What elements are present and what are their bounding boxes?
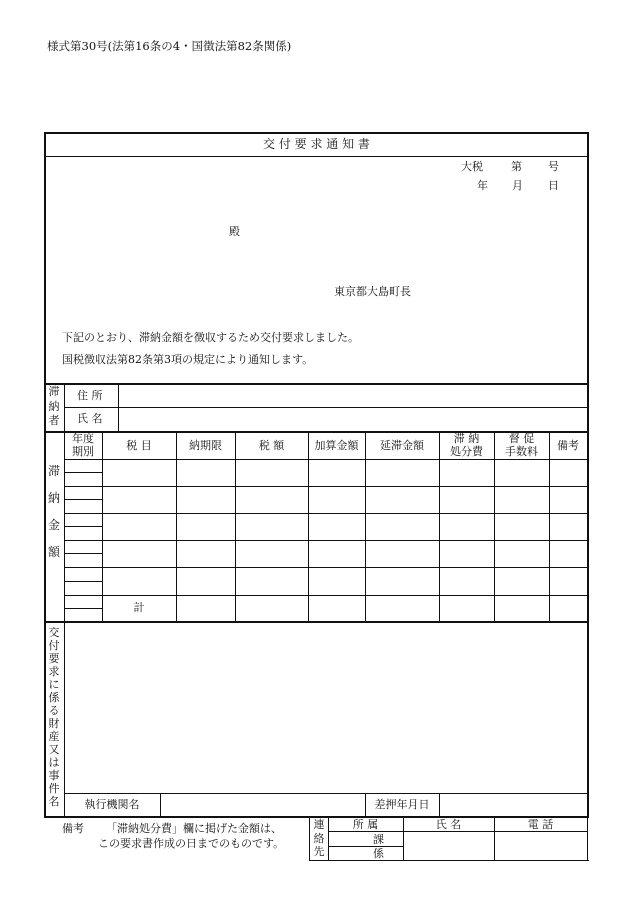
contact-left [309, 816, 310, 861]
addressee-honorific: 殿 [229, 225, 240, 238]
date-month: 月 [512, 179, 523, 192]
amounts-section-label: 滞納金額 [47, 464, 60, 559]
authority-row-top [64, 793, 588, 794]
header-disposal-fee-1: 滞 納 [453, 432, 480, 445]
header-delinquency: 延滞金額 [380, 439, 424, 452]
header-disposal-fee-2: 処分費 [450, 445, 483, 458]
year-sub-3 [64, 526, 102, 527]
contact-ka: 課 [373, 833, 384, 846]
frame-top [44, 132, 589, 134]
header-tax-item: 税 目 [126, 439, 152, 452]
footer-remarks-line-2: この要求書作成の日までのものです。 [98, 837, 285, 850]
date-day: 日 [548, 179, 559, 192]
contact-bottom [309, 860, 589, 861]
row-line-2 [64, 513, 588, 514]
name-label: 氏 名 [77, 412, 103, 425]
row-line-3 [64, 540, 588, 541]
header-year: 年度 [72, 432, 94, 445]
col-div-tax [308, 431, 309, 622]
taxpayer-mid [64, 407, 588, 408]
issuer-name: 東京都大島町長 [334, 285, 411, 298]
doc-number-dai: 第 [511, 160, 522, 173]
authority-div-1 [160, 793, 161, 817]
year-sub-4 [64, 553, 102, 554]
property-section-label: 交付要求に係る財産又は事件名 [48, 626, 60, 808]
header-tax-amount: 税 額 [258, 439, 285, 452]
contact-right [587, 816, 588, 861]
year-sub-5 [64, 581, 102, 582]
taxpayer-section-label: 滞納者 [48, 385, 60, 427]
contact-label: 連絡先 [313, 818, 325, 858]
contact-affiliation: 所 属 [352, 818, 379, 831]
form-title: 交 付 要 求 通 知 書 [263, 137, 370, 151]
authority-label: 執行機関名 [84, 798, 140, 811]
form-number: 様式第30号(法第16条の4・国徴法第82条関係) [47, 39, 292, 53]
row-line-4 [64, 567, 588, 568]
seizure-date-label: 差押年月日 [374, 798, 430, 811]
doc-number-prefix: 大税 [461, 160, 483, 173]
year-sub-2 [64, 499, 102, 500]
header-due-date: 納期限 [189, 439, 222, 452]
row-line-1 [64, 486, 588, 487]
contact-name: 氏 名 [435, 818, 462, 831]
contact-kakari: 係 [373, 847, 384, 860]
col-div-add [365, 431, 366, 622]
header-remarks: 備考 [557, 439, 579, 452]
body-line-1: 下記のとおり、滞納金額を徴収するため交付要求しました。 [62, 331, 359, 344]
property-top [44, 621, 589, 623]
col-div-item [176, 431, 177, 622]
date-year: 年 [477, 179, 488, 192]
header-period: 期別 [72, 445, 94, 458]
taxpayer-top [44, 383, 589, 385]
col-div-due [235, 431, 236, 622]
year-sub-6 [64, 608, 102, 609]
contact-phone: 電 話 [527, 818, 554, 831]
footer-remarks-label: 備考 [62, 822, 84, 835]
footer-remarks-line-1: 「滞納処分費」欄に掲げた金額は、 [106, 822, 282, 835]
body-line-2: 国税徴収法第82条第3項の規定により通知します。 [62, 353, 314, 366]
col-div-year [102, 431, 103, 622]
col-div-reminder [549, 431, 550, 622]
header-reminder-fee-1: 督 促 [508, 432, 535, 445]
year-sub-1 [64, 472, 102, 473]
row-line-5 [64, 595, 588, 596]
frame-left [44, 132, 46, 817]
property-label-divider [64, 621, 65, 817]
header-reminder-fee-2: 手数料 [505, 445, 538, 458]
doc-number-go: 号 [548, 160, 559, 173]
col-div-delinq [439, 431, 440, 622]
col-div-disposal [494, 431, 495, 622]
title-divider [44, 156, 589, 157]
address-label: 住 所 [77, 389, 103, 402]
frame-right [587, 132, 589, 817]
header-additional: 加算金額 [314, 439, 359, 452]
authority-div-3 [439, 793, 440, 817]
total-label: 計 [133, 601, 145, 614]
amounts-header-bottom [64, 459, 588, 460]
contact-ka-bottom [328, 846, 403, 847]
